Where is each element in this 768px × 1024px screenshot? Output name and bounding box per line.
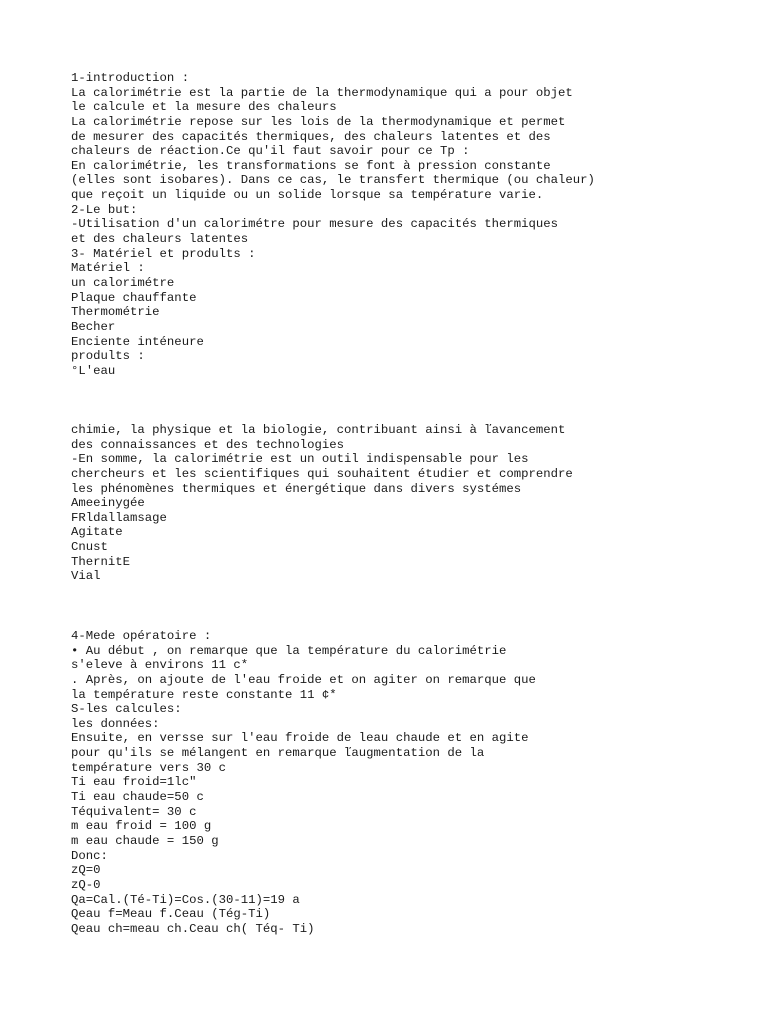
text-line: . Après, on ajoute de l'eau froide et on agiter on remarque que — [71, 672, 536, 687]
text-line: 2-Le but: — [71, 202, 138, 217]
text-block-procedure — [71, 629, 536, 936]
text-line: • Au début , on remarque que la température du calorimétrie — [71, 643, 507, 658]
text-line: °L'eau — [71, 363, 116, 378]
text-line: S-les calcules: — [71, 702, 182, 717]
text-line: Enciente inténeure — [71, 334, 204, 349]
text-line: -Utilisation d'un calorimétre pour mesure des capacités thermiques — [71, 217, 559, 232]
text-block-introduction — [71, 71, 595, 378]
text-line: Qeau f=Meau f.Ceau (Tég-Ti) — [71, 907, 271, 922]
text-line: (elles sont isobares). Dans ce cas, le transfert thermique (ou chaleur) — [71, 173, 595, 188]
text-line: La calorimétrie est la partie de la thermodynamique qui a pour objet — [71, 85, 573, 100]
text-line: un calorimétre — [71, 275, 175, 290]
text-line: zQ=0 — [71, 863, 101, 878]
text-line: Qa=Cal.(Té-Ti)=Cos.(30-11)=19 a — [71, 892, 300, 907]
text-line: FRldallamsage — [71, 510, 167, 525]
text-line: 1-introduction : — [71, 71, 190, 85]
text-line: ThernitE — [71, 554, 131, 569]
text-line: le calcule et la mesure des chaleurs — [71, 100, 337, 115]
text-line: les données: — [71, 716, 160, 731]
text-line: chercheurs et les scientifiques qui souhaitent étudier et comprendre — [71, 466, 573, 481]
text-line: m eau froid = 100 g — [71, 819, 212, 834]
text-line: que reçoit un liquide ou un solide lorsque sa température varie. — [71, 188, 544, 203]
text-line: Qeau ch=meau ch.Ceau ch( Téq- Ti) — [71, 921, 315, 936]
text-line: Vial — [71, 569, 101, 584]
text-line: température vers 30 c — [71, 760, 226, 775]
text-line: Thermométrie — [71, 305, 160, 320]
text-line: Matériel : — [71, 261, 145, 276]
text-line: chimie, la physique et la biologie, contribuant ainsi à ľavancement — [71, 423, 566, 437]
text-line: s'eleve à environs 11 c* — [71, 658, 249, 673]
text-line: de mesurer des capacités thermiques, des chaleurs latentes et des — [71, 129, 551, 144]
text-block-conclusion — [71, 423, 573, 584]
text-line: 3- Matériel et prodults : — [71, 246, 256, 261]
text-line: -En somme, la calorimétrie est un outil indispensable pour les — [71, 452, 529, 467]
text-line: pour qu'ils se mélangent en remarque ľaugmentation de la — [71, 746, 485, 761]
text-line: chaleurs de réaction.Ce qu'il faut savoir pour ce Tp : — [71, 144, 470, 159]
text-line: En calorimétrie, les transformations se font à pression constante — [71, 158, 551, 173]
text-line: prodults : — [71, 349, 145, 364]
text-line: et des chaleurs latentes — [71, 232, 249, 247]
text-line: Agitate — [71, 525, 123, 540]
text-line: des connaissances et des technologies — [71, 437, 345, 452]
text-line: la température reste constante 11 ¢* — [71, 687, 337, 702]
text-line: Téquivalent= 30 c — [71, 804, 197, 819]
text-line: Ti eau froid=1lc" — [71, 775, 197, 790]
text-line: Plaque chauffante — [71, 290, 197, 305]
text-line: zQ-0 — [71, 877, 101, 892]
text-line: les phénomènes thermiques et énergétique dans divers systémes — [71, 481, 522, 496]
text-line: 4-Mede opératoire : — [71, 629, 212, 643]
text-line: La calorimétrie repose sur les lois de la thermodynamique et permet — [71, 114, 566, 129]
text-line: Donc: — [71, 848, 108, 863]
text-line: Ti eau chaude=50 c — [71, 790, 204, 805]
text-line: Ameeinygée — [71, 496, 145, 511]
text-line: m eau chaude = 150 g — [71, 833, 219, 848]
text-line: Ensuite, en versse sur l'eau froide de leau chaude et en agite — [71, 731, 529, 746]
text-line: Cnust — [71, 540, 108, 555]
text-line: Becher — [71, 319, 116, 334]
